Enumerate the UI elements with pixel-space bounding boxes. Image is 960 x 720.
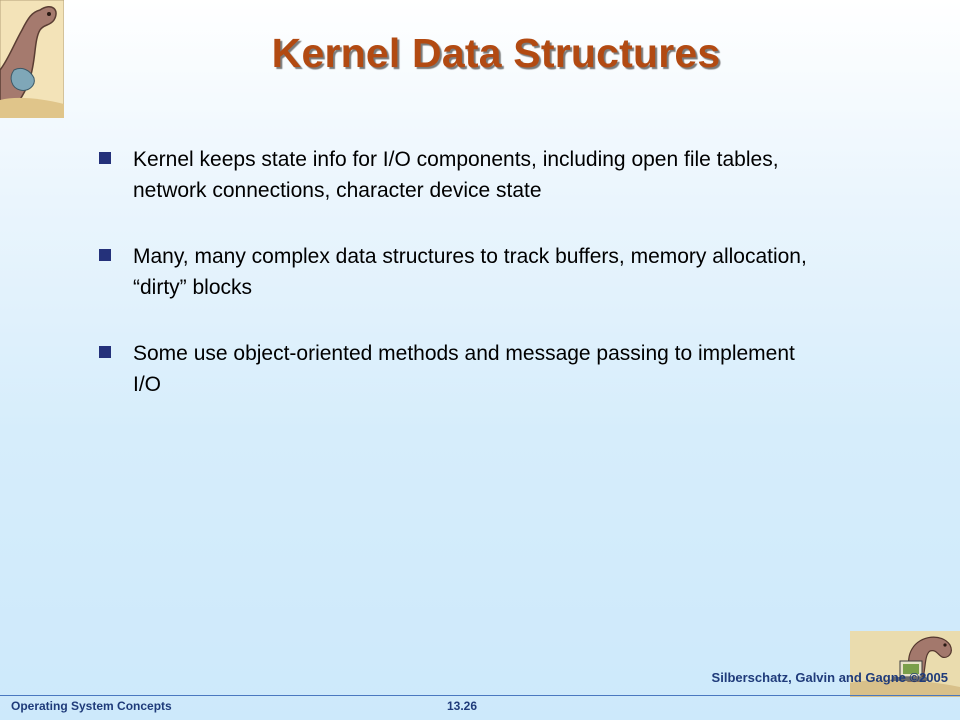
footer-divider [0,695,960,696]
bullet-text: Many, many complex data structures to track buffers, memory allocation, “dirty” blocks [133,245,807,299]
bullet-item [97,241,817,303]
bullet-item [97,144,817,206]
bullet-list [97,144,817,435]
slide-title: Kernel Data Structures [271,30,721,76]
footer-copyright: Silberschatz, Galvin and Gagne ©2005 [711,670,948,685]
footer-course-title: Operating System Concepts [11,699,172,713]
dinosaur-laptop-icon [850,631,960,697]
bullet-text: Kernel keeps state info for I/O components, including open file tables, network connections, character device state [133,148,779,202]
bullet-text: Some use object-oriented methods and message passing to implement I/O [133,342,795,396]
square-bullet-icon [99,152,111,164]
footer-page-number: 13.26 [446,699,478,713]
square-bullet-icon [99,249,111,261]
square-bullet-icon [99,346,111,358]
bullet-item [97,338,817,400]
